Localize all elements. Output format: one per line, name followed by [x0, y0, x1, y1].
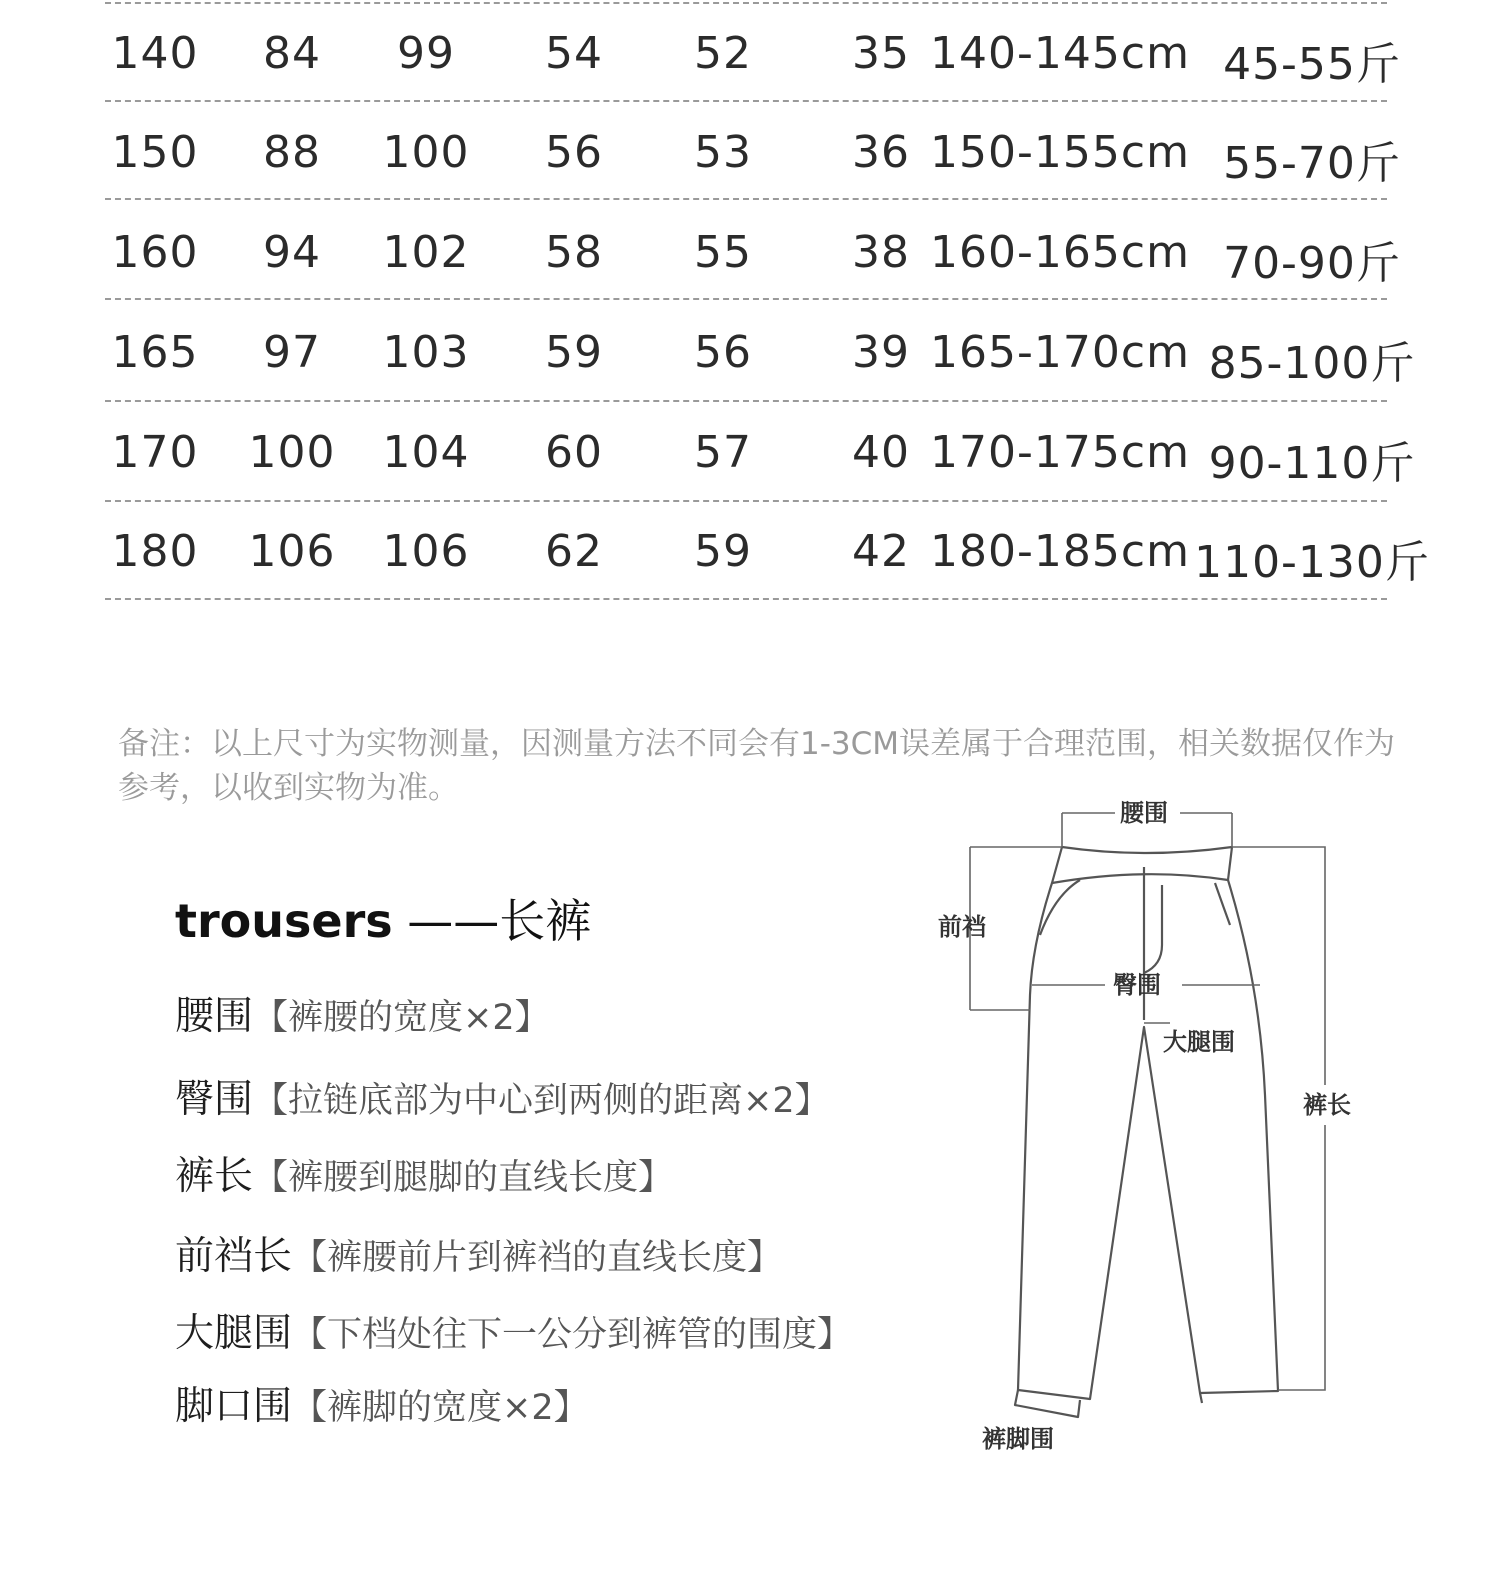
definition-row — [175, 1225, 782, 1281]
note-text: 备注：以上尺寸为实物测量，因测量方法不同会有1-3CM误差属于合理范围，相关数据仅作为参考，以收到实物为准。 — [118, 726, 1396, 806]
label-front-rise: 前裆 — [938, 913, 986, 941]
definition-desc: 【裤腰的宽度×2】 — [253, 998, 550, 1038]
table-divider — [105, 198, 1387, 200]
table-cell: 150 — [111, 127, 199, 178]
label-length: 裤长 — [1303, 1091, 1351, 1119]
table-divider — [105, 598, 1387, 600]
definition-row — [175, 1375, 589, 1431]
table-cell: 70-90斤 — [1223, 238, 1401, 289]
fly-stitch — [1144, 885, 1162, 973]
table-cell: 54 — [545, 28, 603, 79]
table-cell: 45-55斤 — [1223, 39, 1401, 90]
trousers-diagram — [930, 795, 1410, 1475]
table-cell: 52 — [694, 28, 752, 79]
definition-term: 脚口围 — [175, 1384, 293, 1429]
table-cell: 104 — [382, 427, 470, 478]
table-cell: 62 — [545, 526, 603, 577]
table-cell: 150-155cm — [930, 127, 1190, 178]
table-cell: 60 — [545, 427, 603, 478]
table-cell: 102 — [382, 227, 470, 278]
table-cell: 170 — [111, 427, 199, 478]
table-divider — [105, 100, 1387, 102]
size-table — [0, 0, 1500, 610]
table-cell: 36 — [852, 127, 910, 178]
table-cell: 99 — [397, 28, 455, 79]
table-cell: 90-110斤 — [1208, 438, 1416, 489]
waistband-outline — [1052, 847, 1232, 883]
table-cell: 106 — [382, 526, 470, 577]
table-cell: 140 — [111, 28, 199, 79]
table-cell: 97 — [263, 327, 321, 378]
table-cell: 59 — [545, 327, 603, 378]
left-pocket — [1040, 880, 1080, 935]
table-cell: 55-70斤 — [1223, 138, 1401, 189]
title-cn: ——长裤 — [407, 894, 592, 948]
right-cuff — [1200, 1393, 1202, 1403]
table-cell: 100 — [248, 427, 336, 478]
section-title — [175, 885, 591, 951]
trousers-outline — [1018, 880, 1278, 1399]
table-divider — [105, 500, 1387, 502]
table-cell: 110-130斤 — [1194, 537, 1430, 588]
definition-term: 裤长 — [175, 1154, 254, 1199]
definition-term: 前裆长 — [175, 1234, 293, 1279]
definition-desc: 【裤腰前片到裤裆的直线长度】 — [292, 1238, 783, 1278]
table-cell: 85-100斤 — [1208, 338, 1416, 389]
table-divider — [105, 400, 1387, 402]
table-cell: 165 — [111, 327, 199, 378]
table-divider — [105, 2, 1387, 4]
table-cell: 106 — [248, 526, 336, 577]
table-cell: 58 — [545, 227, 603, 278]
label-waist: 腰围 — [1120, 799, 1168, 827]
table-cell: 38 — [852, 227, 910, 278]
table-cell: 180 — [111, 526, 199, 577]
label-hip: 臀围 — [1113, 971, 1161, 999]
table-cell: 40 — [852, 427, 910, 478]
definition-desc: 【拉链底部为中心到两侧的距离×2】 — [253, 1081, 830, 1121]
table-cell: 100 — [382, 127, 470, 178]
table-cell: 53 — [694, 127, 752, 178]
right-pocket — [1215, 883, 1230, 925]
table-cell: 160-165cm — [930, 227, 1190, 278]
table-cell: 165-170cm — [930, 327, 1190, 378]
table-cell: 39 — [852, 327, 910, 378]
table-cell: 160 — [111, 227, 199, 278]
definition-row — [175, 1068, 830, 1124]
definition-desc: 【下档处往下一公分到裤管的围度】 — [292, 1315, 853, 1355]
definition-row — [175, 1302, 852, 1358]
table-cell: 56 — [694, 327, 752, 378]
definition-desc: 【裤脚的宽度×2】 — [292, 1388, 589, 1428]
label-hem: 裤脚围 — [982, 1425, 1054, 1453]
table-cell: 94 — [263, 227, 321, 278]
table-cell: 57 — [694, 427, 752, 478]
definition-row — [175, 1145, 673, 1201]
definition-row — [175, 985, 550, 1041]
definition-term: 腰围 — [175, 994, 254, 1039]
table-cell: 103 — [382, 327, 470, 378]
title-en: trousers — [175, 894, 393, 948]
definition-term: 臀围 — [175, 1077, 254, 1122]
table-cell: 84 — [263, 28, 321, 79]
table-cell: 59 — [694, 526, 752, 577]
table-cell: 55 — [694, 227, 752, 278]
table-cell: 170-175cm — [930, 427, 1190, 478]
table-cell: 35 — [852, 28, 910, 79]
table-cell: 140-145cm — [930, 28, 1190, 79]
table-cell: 88 — [263, 127, 321, 178]
definition-desc: 【裤腰到腿脚的直线长度】 — [253, 1158, 674, 1198]
table-cell: 56 — [545, 127, 603, 178]
table-cell: 42 — [852, 526, 910, 577]
definition-term: 大腿围 — [175, 1311, 293, 1356]
table-cell: 180-185cm — [930, 526, 1190, 577]
label-thigh: 大腿围 — [1163, 1028, 1235, 1056]
table-divider — [105, 298, 1387, 300]
